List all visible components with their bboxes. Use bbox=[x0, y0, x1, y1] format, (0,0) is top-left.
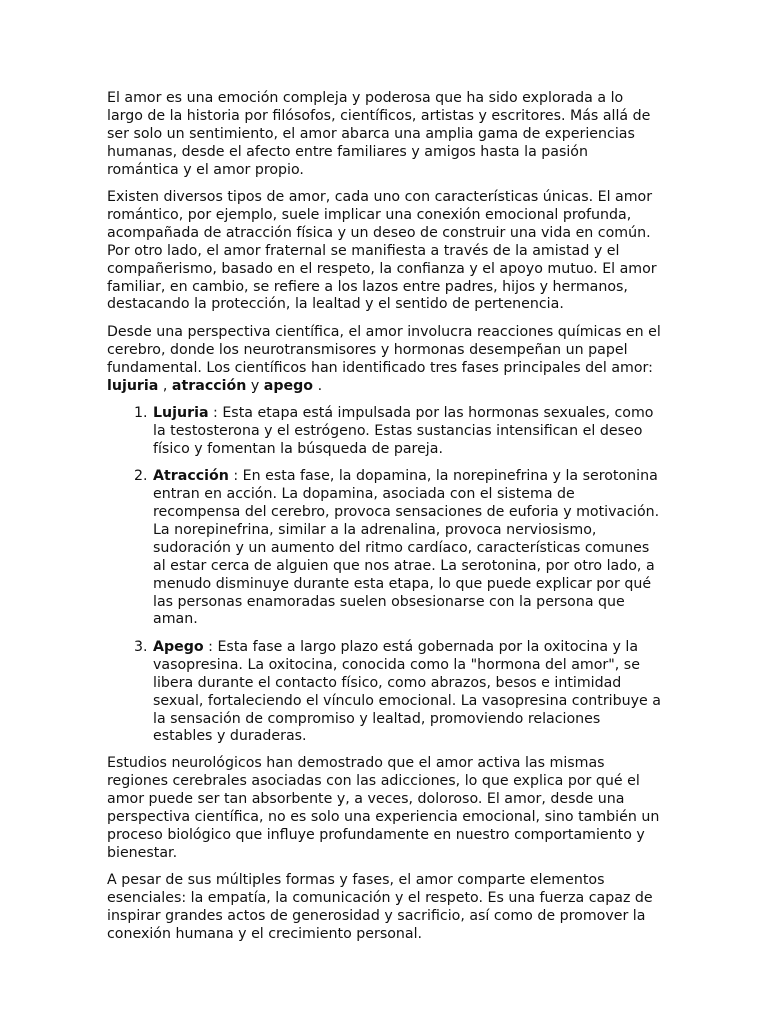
phase-description: : En esta fase, la dopamina, la norepinefrina y la serotonina entran en acción. La dopamina, asociada con el sistema de recompensa del cerebro, provoca sensaciones de euforia y motivación. La norepinefrina, similar a la adrenalina, provoca nerviosismo, sudoración y un aumento del ritmo cardíaco, características comunes al estar cerca de alguien que nos atrae. La serotonina, por otro lado, a menudo disminuye durante esta etapa, lo que puede explicar por qué las personas enamoradas suelen obsesionarse con la persona que aman. bbox=[153, 468, 660, 628]
list-item-lujuria bbox=[152, 405, 662, 459]
paragraph-types-of-love: Existen diversos tipos de amor, cada uno con características únicas. El amor romántico, por ejemplo, suele implicar una conexión emocional profunda, acompañada de atracción física y un deseo de construir una vida en común. Por otro lado, el amor fraternal se manifiesta a través de la amistad y el compañerismo, basado en el respeto, la confianza y el apoyo mutuo. El amor familiar, en cambio, se refiere a los lazos entre padres, hijos y hermanos, destacando la protección, la lealtad y el sentido de pertenencia. bbox=[107, 189, 657, 313]
paragraph-conclusion: A pesar de sus múltiples formas y fases, el amor comparte elementos esenciales: la empatía, la comunicación y el respeto. Es una fuerza capaz de inspirar grandes actos de generosidad y sacrificio, así como de promover la conexión humana y el crecimiento personal. bbox=[107, 872, 653, 942]
separator: y bbox=[246, 377, 264, 394]
list-item-apego bbox=[152, 639, 662, 746]
phase-term: Lujuria bbox=[153, 405, 209, 421]
phase-term: Apego bbox=[153, 638, 204, 655]
paragraph-neurological-studies: Estudios neurológicos han demostrado que el amor activa las mismas regiones cerebrales asociadas con las adicciones, lo que explica por qué el amor puede ser tan absorbente y, a veces, doloroso. El amor, desde una perspectiva científica, no es solo una experiencia emocional, sino también un proceso biológico que influye profundamente en nuestro comportamiento y bienestar. bbox=[107, 755, 660, 861]
intro-text: Desde una perspectiva científica, el amor involucra reacciones químicas en el cerebro, donde los neurotransmisores y hormonas desempeñan un papel fundamental. Los científicos han identificado tres fases principales del amor: bbox=[107, 323, 661, 376]
paragraph-scientific-perspective bbox=[107, 324, 662, 396]
paragraph-intro: El amor es una emoción compleja y poderosa que ha sido explorada a lo largo de la historia por filósofos, científicos, artistas y escritores. Más allá de ser solo un sentimiento, el amor abarca una amplia gama de experiencias humanas, desde el afecto entre familiares y amigos hasta la pasión romántica y el amor propio. bbox=[107, 90, 651, 178]
phase-description: : Esta etapa está impulsada por las hormonas sexuales, como la testosterona y el estrógeno. Estas sustancias intensifican el deseo físico y fomentan la búsqueda de pareja. bbox=[153, 405, 654, 457]
sentence-end: . bbox=[313, 377, 323, 394]
list-item-atraccion bbox=[152, 468, 662, 629]
term-lujuria: lujuria bbox=[107, 377, 159, 394]
term-apego: apego bbox=[263, 377, 314, 394]
phase-term: Atracción bbox=[153, 468, 229, 485]
phase-description: : Esta fase a largo plazo está gobernada por la oxitocina y la vasopresina. La oxitocina, conocida como la "hormona del amor", se libera durante el contacto físico, como abrazos, besos e intimidad sexual, fortaleciendo el vínculo emocional. La vasopresina contribuye a la sensación de compromiso y lealtad, promoviendo relaciones estables y duraderas. bbox=[153, 638, 661, 745]
phases-list bbox=[107, 405, 662, 746]
separator: , bbox=[158, 377, 172, 394]
term-atraccion: atracción bbox=[171, 377, 247, 394]
